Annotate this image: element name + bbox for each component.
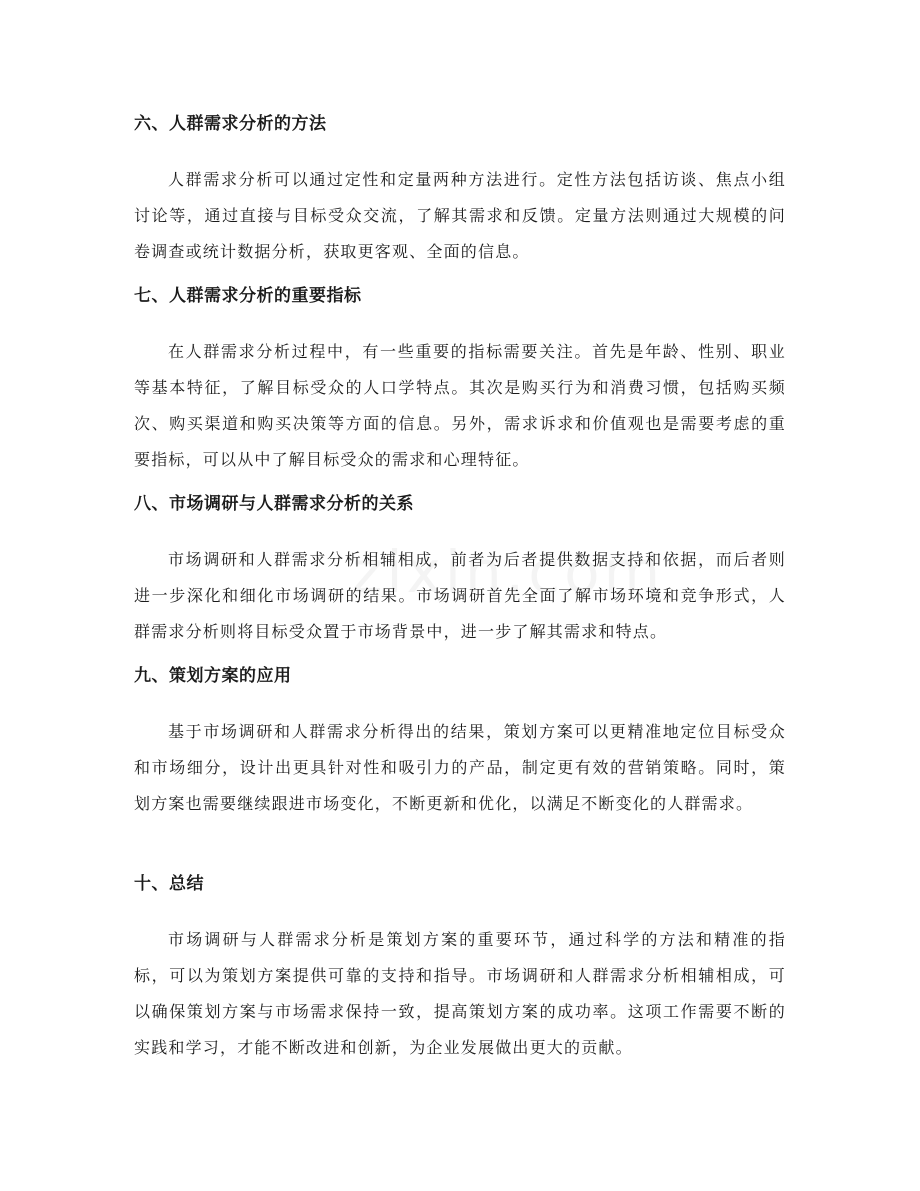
section-heading: 六、人群需求分析的方法 [134, 114, 327, 134]
section-paragraph: 在人群需求分析过程中，有一些重要的指标需要关注。首先是年龄、性别、职业等基本特征，了解目标受众的人口学特点。其次是购买行为和消费习惯，包括购买频次、购买渠道和购买决策等方面的信息。另外，需求诉求和价值观也是需要考虑的重要指标，可以从中了解目标受众的需求和心理特征。 [134, 342, 786, 469]
section-heading: 九、策划方案的应用 [134, 666, 292, 686]
section-paragraph: 人群需求分析可以通过定性和定量两种方法进行。定性方法包括访谈、焦点小组讨论等，通过直接与目标受众交流，了解其需求和反馈。定量方法则通过大规模的问卷调查或统计数据分析，获取更客观、全面的信息。 [134, 170, 786, 261]
section-indicators [134, 284, 786, 478]
section-methods [134, 112, 786, 270]
section-heading: 七、人群需求分析的重要指标 [134, 286, 362, 306]
section-summary [134, 872, 786, 1066]
section-heading: 十、总结 [134, 874, 204, 894]
section-paragraph: 基于市场调研和人群需求分析得出的结果，策划方案可以更精准地定位目标受众和市场细分，设计出更具针对性和吸引力的产品，制定更有效的营销策略。同时，策划方案也需要继续跟进市场变化，不断更新和优化，以满足不断变化的人群需求。 [134, 722, 786, 813]
section-heading: 八、市场调研与人群需求分析的关系 [134, 494, 414, 514]
section-paragraph: 市场调研与人群需求分析是策划方案的重要环节，通过科学的方法和精准的指标，可以为策划方案提供可靠的支持和指导。市场调研和人群需求分析相辅相成，可以确保策划方案与市场需求保持一致，提高策划方案的成功率。这项工作需要不断的实践和学习，才能不断改进和创新，为企业发展做出更大的贡献。 [134, 930, 786, 1057]
section-relationship [134, 492, 786, 650]
section-application [134, 664, 786, 822]
section-paragraph: 市场调研和人群需求分析相辅相成，前者为后者提供数据支持和依据，而后者则进一步深化和细化市场调研的结果。市场调研首先全面了解市场环境和竞争形式，人群需求分析则将目标受众置于市场背景中，进一步了解其需求和特点。 [134, 550, 786, 641]
